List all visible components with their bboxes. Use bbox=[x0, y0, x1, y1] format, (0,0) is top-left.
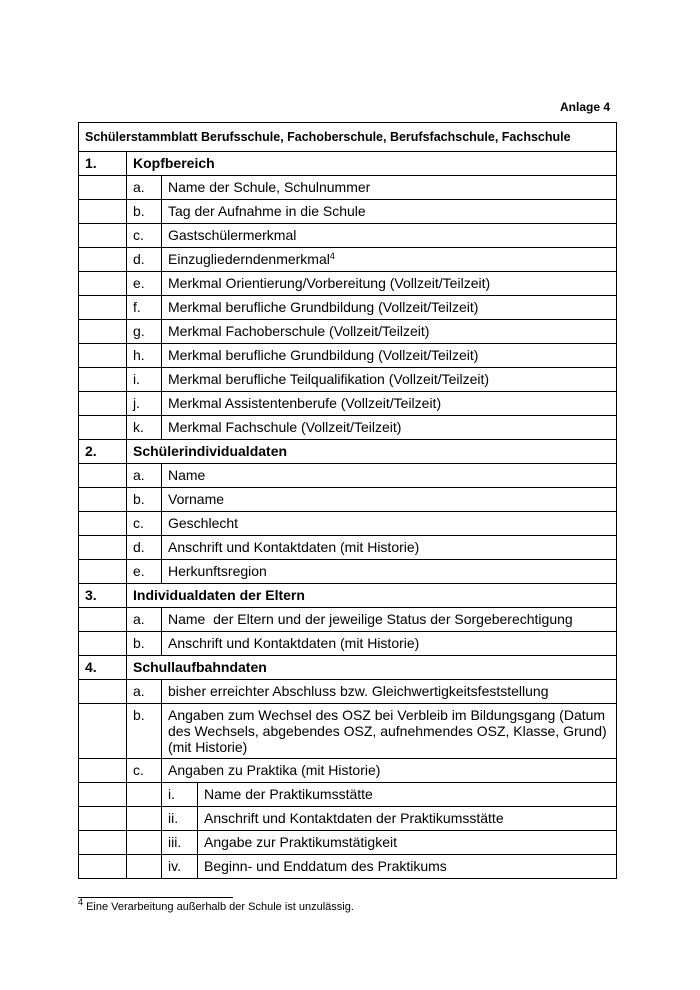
table-title: Schülerstammblatt Berufsschule, Fachoberschule, Berufsfachschule, Fachschule bbox=[79, 123, 617, 152]
table-row bbox=[79, 807, 617, 831]
table-row bbox=[79, 759, 617, 783]
footnote bbox=[78, 897, 354, 913]
item-text: Vorname bbox=[162, 488, 617, 512]
table-row bbox=[79, 632, 617, 656]
item-text: Merkmal Fachoberschule (Vollzeit/Teilzeit) bbox=[162, 320, 617, 344]
item-text: Merkmal berufliche Teilqualifikation (Vollzeit/Teilzeit) bbox=[162, 368, 617, 392]
table-row bbox=[79, 176, 617, 200]
spacer-cell bbox=[79, 608, 127, 632]
item-letter: a. bbox=[127, 176, 162, 200]
subitem-text: Angabe zur Praktikumstätigkeit bbox=[198, 831, 617, 855]
spacer-cell bbox=[79, 831, 127, 855]
subitem-text: Name der Praktikumsstätte bbox=[198, 783, 617, 807]
spacer-cell bbox=[127, 807, 162, 831]
spacer-cell bbox=[79, 783, 127, 807]
item-text: bisher erreichter Abschluss bzw. Gleichwertigkeitsfeststellung bbox=[162, 680, 617, 704]
spacer-cell bbox=[79, 272, 127, 296]
spacer-cell bbox=[79, 416, 127, 440]
spacer-cell bbox=[79, 855, 127, 879]
spacer-cell bbox=[127, 831, 162, 855]
item-letter: i. bbox=[127, 368, 162, 392]
spacer-cell bbox=[79, 320, 127, 344]
item-text: Gastschülermerkmal bbox=[162, 224, 617, 248]
item-letter: c. bbox=[127, 759, 162, 783]
item-letter: b. bbox=[127, 200, 162, 224]
table-row bbox=[79, 248, 617, 272]
footnote-marker: 4 bbox=[78, 897, 84, 907]
table-row bbox=[79, 416, 617, 440]
table-row bbox=[79, 536, 617, 560]
table-title-row bbox=[79, 123, 617, 152]
subitem-numeral: iv. bbox=[162, 855, 198, 879]
item-text: Anschrift und Kontaktdaten (mit Historie) bbox=[162, 536, 617, 560]
table-row bbox=[79, 831, 617, 855]
table-row bbox=[79, 680, 617, 704]
table-row bbox=[79, 464, 617, 488]
spacer-cell bbox=[79, 248, 127, 272]
spacer-cell bbox=[79, 344, 127, 368]
spacer-cell bbox=[79, 392, 127, 416]
item-text: Angaben zu Praktika (mit Historie) bbox=[162, 759, 617, 783]
table-row bbox=[79, 320, 617, 344]
table-row bbox=[79, 560, 617, 584]
section-number: 4. bbox=[79, 656, 127, 680]
section-header-row bbox=[79, 152, 617, 176]
subitem-text: Anschrift und Kontaktdaten der Praktikumsstätte bbox=[198, 807, 617, 831]
spacer-cell bbox=[79, 759, 127, 783]
spacer-cell bbox=[79, 176, 127, 200]
footnote-reference: 4 bbox=[329, 251, 335, 261]
item-letter: h. bbox=[127, 344, 162, 368]
section-number: 2. bbox=[79, 440, 127, 464]
item-text: Geschlecht bbox=[162, 512, 617, 536]
spacer-cell bbox=[79, 632, 127, 656]
spacer-cell bbox=[79, 488, 127, 512]
item-letter: e. bbox=[127, 560, 162, 584]
item-letter: c. bbox=[127, 224, 162, 248]
table-row bbox=[79, 392, 617, 416]
student-record-table bbox=[78, 122, 617, 879]
item-letter: d. bbox=[127, 536, 162, 560]
item-text: Name der Schule, Schulnummer bbox=[162, 176, 617, 200]
table-row bbox=[79, 783, 617, 807]
item-letter: d. bbox=[127, 248, 162, 272]
table-row bbox=[79, 272, 617, 296]
spacer-cell bbox=[127, 783, 162, 807]
item-text: Anschrift und Kontaktdaten (mit Historie) bbox=[162, 632, 617, 656]
table-row bbox=[79, 368, 617, 392]
spacer-cell bbox=[79, 464, 127, 488]
table-row bbox=[79, 855, 617, 879]
table-row bbox=[79, 608, 617, 632]
item-letter: f. bbox=[127, 296, 162, 320]
section-number: 1. bbox=[79, 152, 127, 176]
section-header-row bbox=[79, 584, 617, 608]
item-letter: a. bbox=[127, 680, 162, 704]
table-row bbox=[79, 296, 617, 320]
spacer-cell bbox=[79, 680, 127, 704]
item-text: Merkmal berufliche Grundbildung (Vollzeit/Teilzeit) bbox=[162, 344, 617, 368]
section-title: Kopfbereich bbox=[127, 152, 617, 176]
spacer-cell bbox=[79, 560, 127, 584]
spacer-cell bbox=[127, 855, 162, 879]
item-text: Name der Eltern und der jeweilige Status der Sorgeberechtigung bbox=[162, 608, 617, 632]
table-row bbox=[79, 512, 617, 536]
item-text: Tag der Aufnahme in die Schule bbox=[162, 200, 617, 224]
item-text: Merkmal Fachschule (Vollzeit/Teilzeit) bbox=[162, 416, 617, 440]
spacer-cell bbox=[79, 512, 127, 536]
table-row bbox=[79, 704, 617, 759]
item-text: Merkmal Orientierung/Vorbereitung (Vollzeit/Teilzeit) bbox=[162, 272, 617, 296]
item-letter: a. bbox=[127, 464, 162, 488]
footnote-divider bbox=[78, 897, 233, 898]
item-text-cell bbox=[162, 248, 617, 272]
item-text: Angaben zum Wechsel des OSZ bei Verbleib im Bildungsgang (Datum des Wechsels, abgebendes OSZ, aufnehmendes OSZ, Klasse, Grund) (mit Historie) bbox=[162, 704, 617, 759]
spacer-cell bbox=[79, 704, 127, 759]
item-text: Name bbox=[162, 464, 617, 488]
table-row bbox=[79, 224, 617, 248]
item-letter: k. bbox=[127, 416, 162, 440]
item-letter: c. bbox=[127, 512, 162, 536]
table-row bbox=[79, 200, 617, 224]
spacer-cell bbox=[79, 200, 127, 224]
item-letter: b. bbox=[127, 704, 162, 759]
section-title: Schullaufbahndaten bbox=[127, 656, 617, 680]
annex-label: Anlage 4 bbox=[559, 100, 610, 114]
section-title: Individualdaten der Eltern bbox=[127, 584, 617, 608]
item-text: Herkunftsregion bbox=[162, 560, 617, 584]
table-row bbox=[79, 488, 617, 512]
item-text: Merkmal berufliche Grundbildung (Vollzeit/Teilzeit) bbox=[162, 296, 617, 320]
spacer-cell bbox=[79, 368, 127, 392]
item-text: Einzugliederndenmerkmal bbox=[168, 251, 330, 267]
subitem-numeral: iii. bbox=[162, 831, 198, 855]
item-letter: e. bbox=[127, 272, 162, 296]
subitem-numeral: ii. bbox=[162, 807, 198, 831]
section-number: 3. bbox=[79, 584, 127, 608]
spacer-cell bbox=[79, 807, 127, 831]
section-title: Schülerindividualdaten bbox=[127, 440, 617, 464]
item-letter: a. bbox=[127, 608, 162, 632]
item-letter: j. bbox=[127, 392, 162, 416]
table-row bbox=[79, 344, 617, 368]
item-text: Merkmal Assistentenberufe (Vollzeit/Teilzeit) bbox=[162, 392, 617, 416]
subitem-numeral: i. bbox=[162, 783, 198, 807]
spacer-cell bbox=[79, 536, 127, 560]
section-header-row bbox=[79, 656, 617, 680]
section-header-row bbox=[79, 440, 617, 464]
footnote-text: Eine Verarbeitung außerhalb der Schule ist unzulässig. bbox=[83, 901, 354, 913]
spacer-cell bbox=[79, 296, 127, 320]
item-letter: b. bbox=[127, 488, 162, 512]
item-letter: b. bbox=[127, 632, 162, 656]
spacer-cell bbox=[79, 224, 127, 248]
subitem-text: Beginn- und Enddatum des Praktikums bbox=[198, 855, 617, 879]
item-letter: g. bbox=[127, 320, 162, 344]
